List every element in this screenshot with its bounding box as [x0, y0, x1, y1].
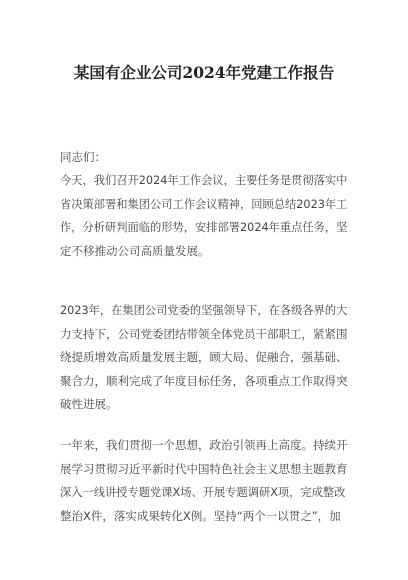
paragraph-line: 一年来，我们贯彻一个思想，政治引领再上高度。持续开 [60, 438, 348, 452]
paragraph-line: 聚合力，顺利完成了年度目标任务，各项重点工作取得突 [60, 373, 348, 388]
paragraph-line: 2023年，在集团公司党委的坚强领导下，在各级各界的大 [60, 304, 348, 317]
paragraph-line: 整治X件，落实成果转化X例。坚持“两个一以贯之”，加 [60, 508, 341, 523]
paragraph-line: 展学习贯彻习近平新时代中国特色社会主义思想主题教育 [60, 461, 348, 476]
paragraph-line: 作，分析研判面临的形势，安排部署2024年重点任务，坚 [60, 221, 348, 234]
paragraph-line: 绕提质增效高质量发展主题，顾大局、促融合，强基础、 [60, 350, 348, 364]
paragraph-line: 今天，我们召开2024年工作会议，主要任务是贯彻落实中 [60, 174, 348, 187]
paragraph-line: 省决策部署和集团公司工作会议精神，回顾总结2023年工 [60, 197, 348, 211]
salutation: 同志们： [60, 150, 106, 164]
paragraph-opening [60, 169, 348, 263]
paragraph-line: 破性进展。 [60, 397, 118, 411]
paragraph-line: 定不移推动公司高质量发展。 [60, 243, 210, 258]
document-title: 某国有企业公司2024年党建工作报告 [73, 63, 335, 82]
paragraph-line: 深入一线讲授专题党课X场、开展专题调研X项，完成整改 [60, 486, 346, 499]
paragraph-review-2023 [60, 299, 348, 417]
paragraph-political-guidance [60, 434, 348, 528]
paragraph-line: 力支持下，公司党委团结带领全体党员干部职工，紧紧围 [60, 326, 348, 341]
